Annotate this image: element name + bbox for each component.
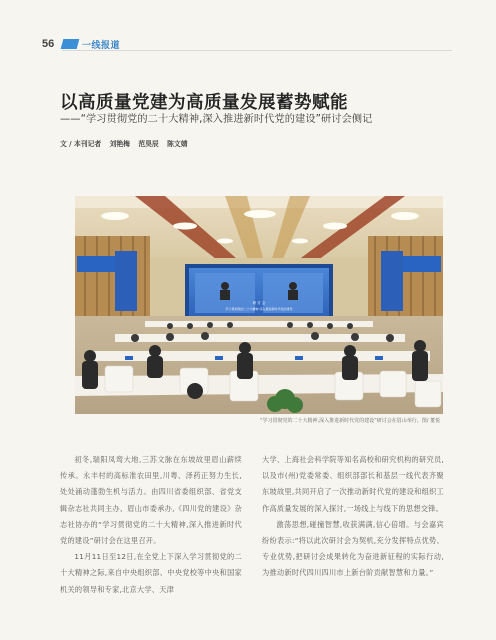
body-paragraph: 11月11日至12日,在全党上下深入学习贯彻党的二十大精神之际,来自中央组织部、中央党校等中央和国家机关的领导和专家,北京大学、天津 bbox=[60, 552, 242, 594]
byline-prefix: 文 / 本刊记者 bbox=[60, 140, 102, 148]
conference-hall-illustration bbox=[75, 196, 443, 414]
author-name: 刘艳梅 bbox=[109, 140, 130, 148]
author-name: 范昊辰 bbox=[138, 140, 159, 148]
header-rule bbox=[62, 50, 452, 51]
article-subtitle: ——“学习贯彻党的二十大精神,深入推进新时代党的建设”研讨会侧记 bbox=[60, 114, 373, 125]
section-marker-icon bbox=[61, 39, 80, 49]
body-paragraph: 大学、上海社会科学院等知名高校和研究机构的研究员,以及市(州)党委常委、组织部部长和基层一线代表齐聚东坡故里,共同开启了一次推动新时代党的建设和组织工作高质量发展的深入探讨,一场线上与线下的思想交锋。 bbox=[262, 455, 444, 513]
section-name: 一线报道 bbox=[82, 40, 121, 51]
screen-subheading: 学习贯彻党的二十大精神 深入推进新时代党的建设 bbox=[225, 307, 293, 311]
photo-caption: “学习贯彻党的二十大精神,深入推进新时代党的建设”研讨会在眉山举行。图/ 董悦 bbox=[259, 418, 440, 424]
body-column-right bbox=[262, 452, 444, 582]
byline bbox=[60, 138, 194, 148]
article-title: 以高质量党建为高质量发展蓄势赋能 bbox=[60, 93, 348, 113]
body-paragraph: 初冬,瑞阳凤鸾大地,三苏文脉在东坡故里眉山薪续传承。永丰村的高标准农田里,川粤、泽药正努力生长,处处涌动蓬勃生机与活力。由四川省委组织部、省党支辑杂志社共同主办、眉山市委承办,《四川党的建设》杂志社协办的“学习贯彻党的二十大精神,深入推进新时代党的建设”研讨会在这里召开。 bbox=[60, 455, 242, 546]
screen-heading: 研 讨 会 bbox=[252, 301, 266, 305]
body-column-left bbox=[60, 452, 242, 598]
author-name: 陈文婧 bbox=[167, 140, 188, 148]
conference-photo bbox=[75, 196, 443, 414]
body-paragraph: 激荡思想,碰撞智慧,收获满满,信心倍增。与会嘉宾纷纷表示:“将以此次研讨会为契机,充分发挥特点优势、专业优势,把研讨会成果转化为奋进新征程的实际行动,为推动新时代四川四川市上新台阶贡献智慧和力量。” bbox=[262, 519, 444, 578]
page-number: 56 bbox=[42, 38, 55, 50]
section-tag bbox=[62, 38, 120, 51]
